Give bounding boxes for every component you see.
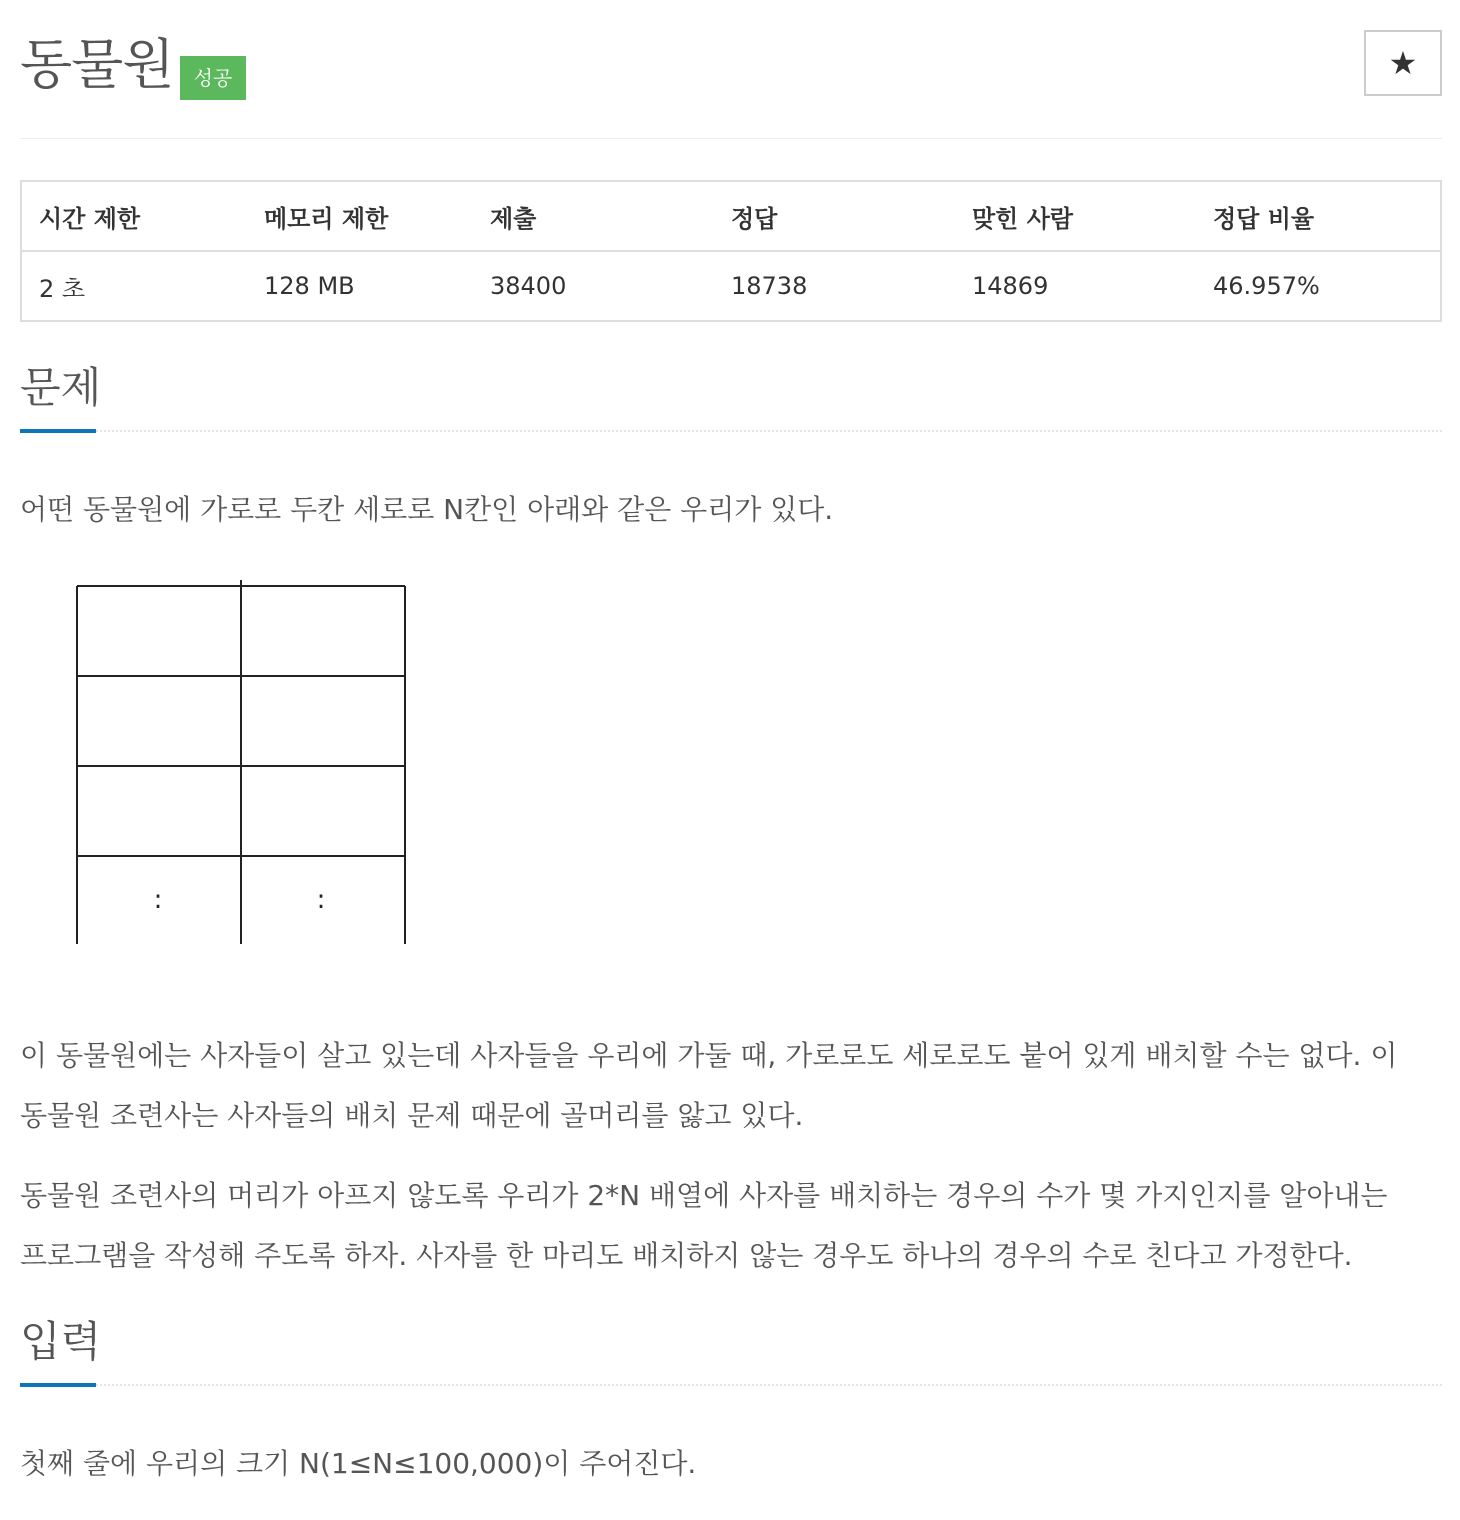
value-time-limit: 2 초 <box>39 274 86 303</box>
header-memory-limit: 메모리 제한 <box>264 204 389 233</box>
section-accent-bar <box>20 1383 96 1387</box>
value-memory-limit: 128 MB <box>264 272 355 300</box>
header-time-limit: 시간 제한 <box>39 204 141 233</box>
section-description-title: 문제 <box>20 363 102 412</box>
header-accepted: 정답 <box>731 204 778 233</box>
description-paragraph-2-line-2: 동물원 조련사는 사자들의 배치 문제 때문에 골머리를 앓고 있다. <box>20 1099 804 1132</box>
value-accepted: 18738 <box>731 272 808 300</box>
cage-ellipsis-right: : <box>316 885 326 915</box>
cage-diagram <box>72 576 434 960</box>
status-badge: 성공 <box>180 56 246 100</box>
problem-page <box>20 0 1442 1480</box>
info-table-header-row <box>21 181 1441 251</box>
value-accept-ratio: 46.957% <box>1213 272 1320 300</box>
description-paragraph-2-line-1: 이 동물원에는 사자들이 살고 있는데 사자들을 우리에 가둘 때, 가로로도 세로로도 붙어 있게 배치할 수는 없다. 이 <box>20 1039 1398 1072</box>
star-button[interactable] <box>1364 30 1442 96</box>
description-paragraph-3-line-2: 프로그램을 작성해 주도록 하자. 사자를 한 마리도 배치하지 않는 경우도 하나의 경우의 수로 친다고 가정한다. <box>20 1239 1353 1272</box>
header-solved-users: 맞힌 사람 <box>972 204 1074 233</box>
header-accept-ratio: 정답 비율 <box>1213 204 1315 233</box>
description-paragraph-1: 어떤 동물원에 가로로 두칸 세로로 N칸인 아래와 같은 우리가 있다. <box>20 493 834 526</box>
section-divider <box>20 430 1442 432</box>
value-submissions: 38400 <box>490 272 567 300</box>
info-table-value-row <box>21 251 1441 321</box>
section-description-header <box>20 360 1442 434</box>
section-input-header <box>20 1314 1442 1388</box>
header-submissions: 제출 <box>490 204 537 233</box>
input-paragraph-1: 첫째 줄에 우리의 크기 N(1≤N≤100,000)이 주어진다. <box>20 1447 697 1480</box>
problem-title: 동물원 <box>20 33 174 96</box>
section-accent-bar <box>20 429 96 433</box>
section-divider <box>20 1384 1442 1386</box>
star-icon: ★ <box>1388 44 1418 82</box>
title-row <box>20 0 1442 139</box>
cage-ellipsis-left: : <box>153 885 163 915</box>
value-solved-users: 14869 <box>972 272 1049 300</box>
problem-info-table <box>20 180 1442 322</box>
section-input-title: 입력 <box>20 1317 102 1366</box>
description-paragraph-3-line-1: 동물원 조련사의 머리가 아프지 않도록 우리가 2*N 배열에 사자를 배치하는 경우의 수가 몇 가지인지를 알아내는 <box>20 1179 1388 1212</box>
